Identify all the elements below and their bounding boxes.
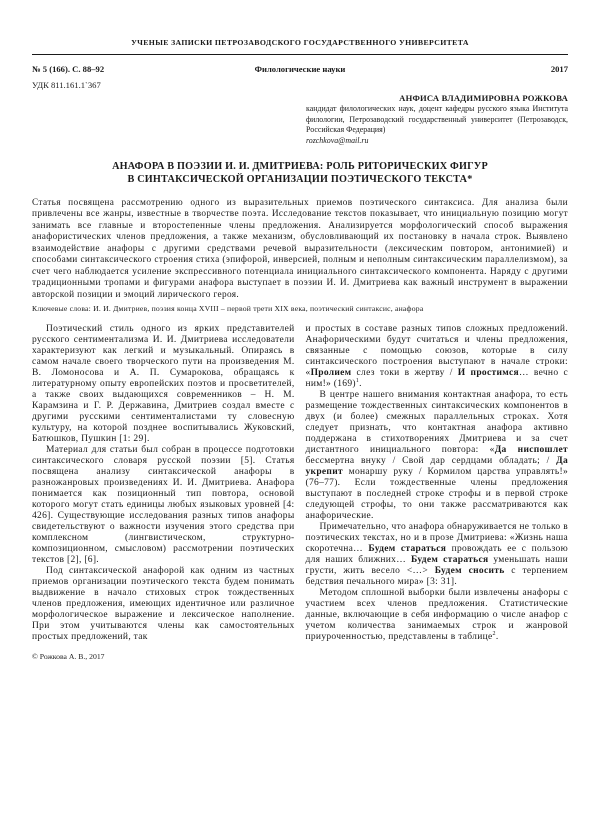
right-column-paragraphs (306, 324, 569, 643)
left-column-paragraphs (32, 324, 295, 643)
header-rule (32, 54, 568, 55)
left-column (32, 324, 295, 661)
body-columns (32, 324, 568, 661)
year-label: 2017 (550, 64, 569, 74)
section-label: Филологические науки (254, 64, 346, 74)
paragraph: Под синтаксической анафорой как одним из частных приемов организации поэтического текста будем понимать выдвижение в начало стиховых строк тождественных членов предложения, имеющих идентичное или различное морфологическое выражение и лексическое наполнение. При этом учитываются члены как самостоятельных простых предложений, так (32, 566, 295, 643)
paragraph: Материал для статьи был собран в процессе подготовки синтаксического словаря русской поэзии [5]. Статья посвящена анализу синтаксической анафоры в разножанровых произведениях И. И. Дмитриева. Анафора понимается как позиционный тип повтора, основой которого могут стать единицы любых языковых уровней [4: 426]. Существующие исследования разных типов анафоры свидетельствуют о важности изучения этого средства при комплексном (лингвистическом, структурно-композиционном, смысловом) рассмотрении поэтических текстов [2], [6]. (32, 445, 295, 566)
udc-code: УДК 811.161.1`367 (32, 80, 101, 90)
issue-pages: № 5 (166). С. 88–92 (32, 64, 105, 74)
author-block (32, 93, 568, 145)
paragraph: Примечательно, что анафора обнаруживается не только в поэтических текстах, но и в прозе Дмитриева: «Жизнь наша скоротечна… Будем стараться провождать ее с пользою для наших ближних… Будем стараться уменьшать наши грусти, жить весело <…> Будем сносить с терпением бедствия печального мира» [3: 31]. (305, 522, 568, 588)
author-email: rozchkova@mail.ru (306, 135, 369, 145)
right-column (306, 324, 569, 661)
paragraph: Методом сплошной выборки были извлечены анафоры с участием всех членов предложения. Статистические данные, включающие в себя информацию о числе анафор с учетом количества занимаемых строк и жанровой приуроченностью, представлены в таблице$^2$. (305, 588, 568, 643)
keywords-line: Ключевые слова: И. И. Дмитриев, поэзия конца XVIII – первой трети XIX века, поэтический синтаксис, анафора (32, 304, 424, 314)
article-title (32, 160, 568, 187)
abstract-text: Статья посвящена рассмотрению одного из выразительных приемов поэтического синтаксиса. Для анализа были привлечены все жанры, известные в творчестве поэта. Исследование текстов показывает, что инициальную позицию могут занимать все главные и второстепенные члены предложения. Анализируется морфологический способ выражения анафористических членов предложения, а также механизм, обусловливающий их постановку в начала строк. Выявлено взаимодействие анафоры с другими средствами речевой выразительности (лексическим повтором, антонимией) и способами синтаксического строения стиха (эпифорой, инверсией, полным и неполным синтаксическим параллелизмом), за счет чего наблюдается усиление экспрессивного потенциала инициального синтаксического компонента. Наряду с другими традиционными тропами и фигурами анафора выступает в поэзии И. И. Дмитриева как важный инструмент в выражении авторской позиции и эмоций лирического героя. (32, 197, 568, 300)
article-title-line2: В СИНТАКСИЧЕСКОЙ ОРГАНИЗАЦИИ ПОЭТИЧЕСКОГО ТЕКСТА* (127, 174, 473, 186)
copyright-line: © Рожкова А. В., 2017 (32, 652, 105, 662)
paragraph: Поэтический стиль одного из ярких представителей русского сентиментализма И. И. Дмитриева исследователи характеризуют как легкий и музыкальный. Опираясь в самом начале своего творческого пути на произведения М. В. Ломоносова и А. П. Сумарокова, обращаясь к литературному опыту европейских поэтов и просветителей, а также своих выдающихся современников – Н. М. Карамзина и Г. Р. Державина, Дмитриев создал вместе с другими русскими сентименталистами ту словесную культуру, на которой позднее воспитывались Жуковский, Батюшков, Пушкин [1: 29]. (32, 324, 295, 445)
paragraph: и простых в составе разных типов сложных предложений. Анафорическими будут считаться и члены предложения, связанные с помощью союзов, которые в силу синтаксического построения выступают в начале строки: «Пролием слез токи в жертву / И простимся… вечно с ним!» $(169)^1$. (305, 324, 568, 390)
author-affiliation: кандидат филологических наук, доцент кафедры русского языка Института филологии, Петрозаводский государственный университет (Петрозаводск, Российская Федерация) (306, 104, 568, 135)
author-name: АНФИСА ВЛАДИМИРОВНА РОЖКОВА (399, 93, 568, 103)
paragraph: В центре нашего внимания контактная анафора, то есть размещение тождественных синтаксических компонентов в двух (и более) смежных параллельных строках. Хотя следует признать, что контактная анафора активно поддержана в стихотворениях Дмитриева и за счет дистантного инициального повтора: «Да ниспошлет бессмертна внуку / Свой дар сердцами обладать; / Да укрепит монаршу руку / Кормилом царства управлять!» (76–77). Если тождественные члены предложения выступают в последней строке строфы и в первой строке следующей строфы, то они также рассматриваются как анафорические. (305, 390, 568, 522)
article-title-line1: АНАФОРА В ПОЭЗИИ И. И. ДМИТРИЕВА: РОЛЬ РИТОРИЧЕСКИХ ФИГУР (112, 160, 488, 172)
meta-row (32, 64, 568, 74)
journal-header: УЧЕНЫЕ ЗАПИСКИ ПЕТРОЗАВОДСКОГО ГОСУДАРСТВЕННОГО УНИВЕРСИТЕТА (131, 38, 469, 47)
